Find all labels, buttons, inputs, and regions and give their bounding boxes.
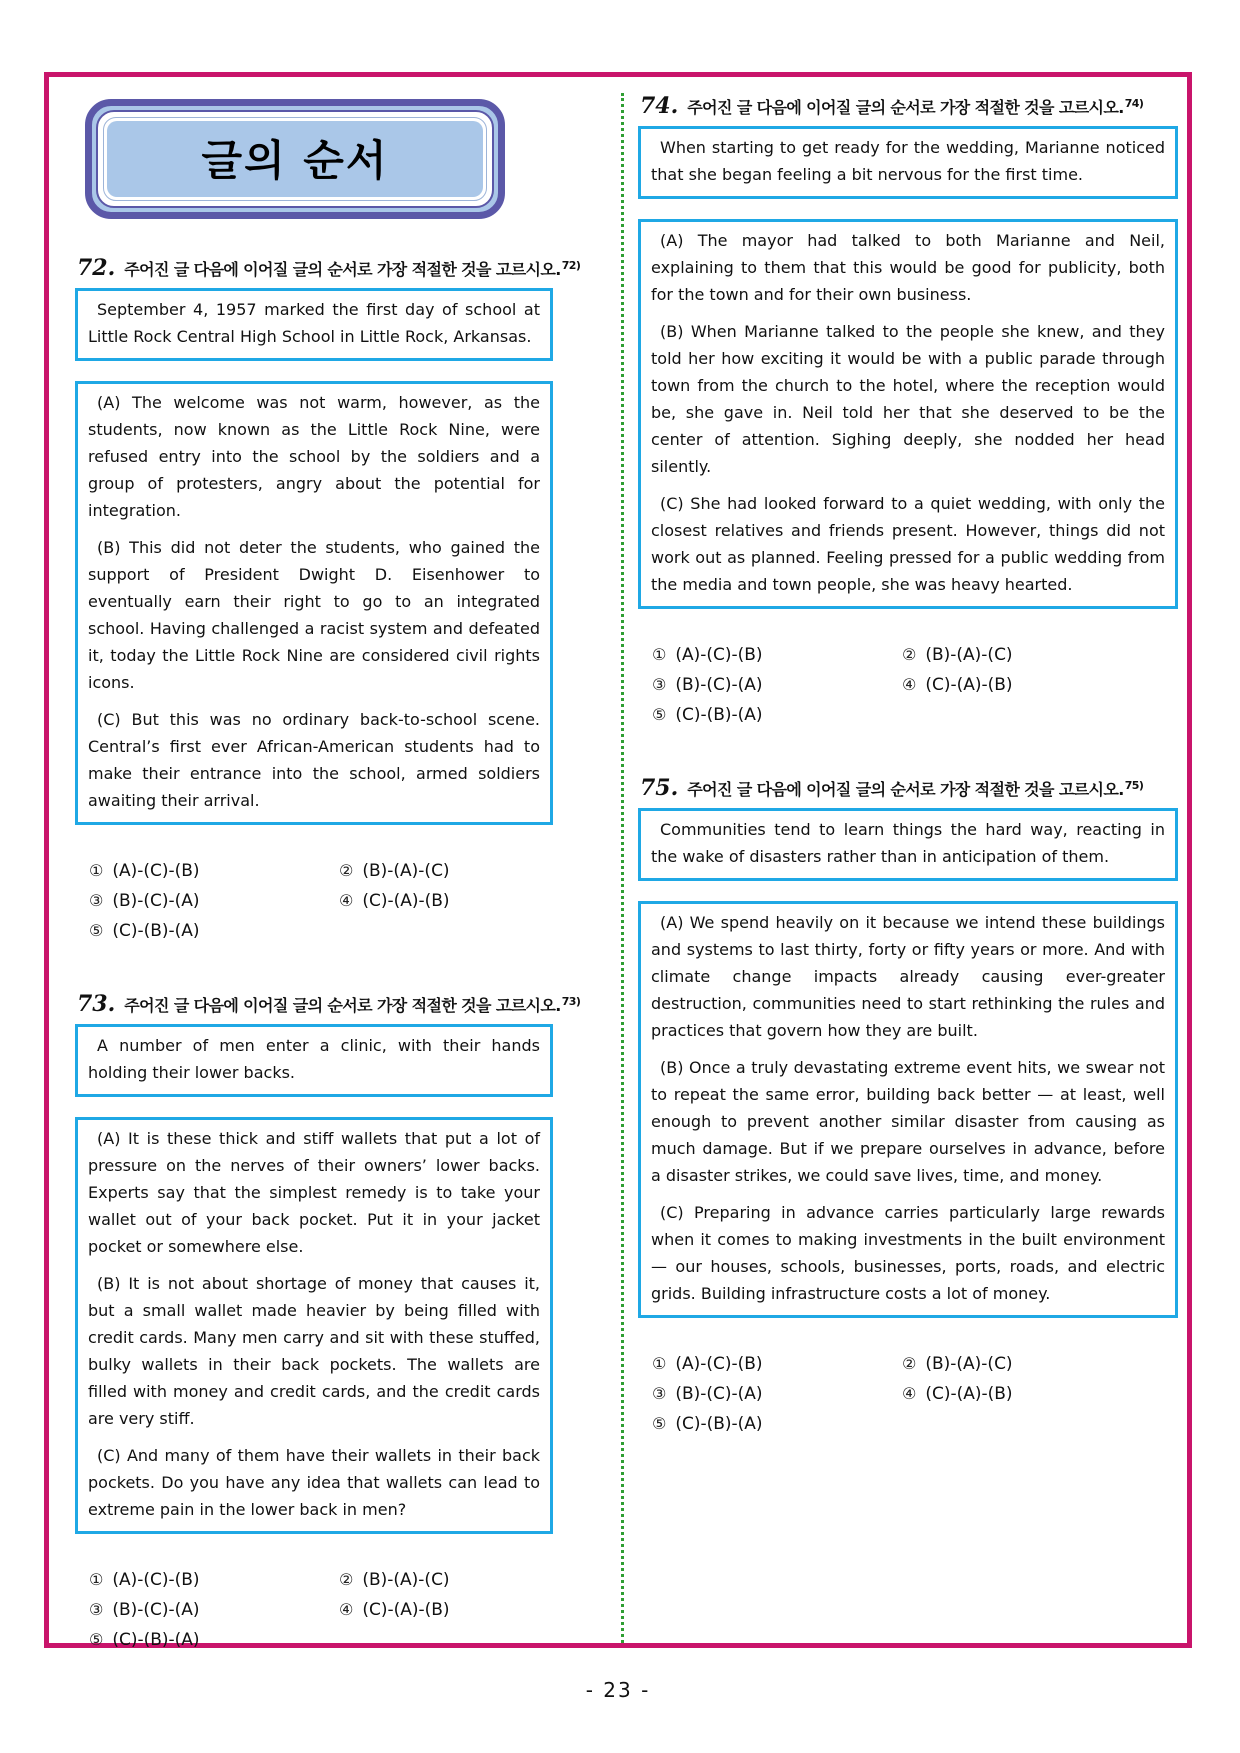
choice-2-number: ② <box>339 1570 354 1589</box>
paragraph-b: (B) This did not deter the students, who gained the support of President Dwight D. Eisenhower to eventually earn their right to go to an integrated school. Having challenged a racist system and defeated it, today the Little Rock Nine are considered civil rights icons. <box>88 538 540 692</box>
given-passage-box <box>75 288 553 361</box>
answer-paragraphs-box <box>638 219 1178 609</box>
choice-5[interactable] <box>89 1626 339 1654</box>
choice-2-text: (B)-(A)-(C) <box>925 1354 1013 1374</box>
footnote-marker: 75) <box>1124 778 1144 792</box>
choice-4[interactable] <box>902 671 1178 699</box>
choices-q75 <box>652 1350 1178 1438</box>
choice-4-text: (C)-(A)-(B) <box>362 1600 450 1620</box>
choice-4-number: ④ <box>339 1600 354 1619</box>
paragraph-c: (C) She had looked forward to a quiet wedding, with only the closest relatives and friends present. However, things did not work out as planned. Feeling pressed for a public wedding from the media and town people, she was heavy hearted. <box>651 494 1165 594</box>
choice-2-number: ② <box>902 645 917 664</box>
given-passage-box <box>638 126 1178 199</box>
choice-3[interactable] <box>89 1596 339 1624</box>
given-passage-text: September 4, 1957 marked the first day of school at Little Rock Central High School in Little Rock, Arkansas. <box>88 300 540 346</box>
choices-q73 <box>89 1566 553 1654</box>
choice-4-text: (C)-(A)-(B) <box>925 675 1013 695</box>
choice-1[interactable] <box>89 1566 339 1594</box>
section-title: 글의 순서 <box>107 121 483 197</box>
choice-4[interactable] <box>339 887 553 915</box>
choice-4-number: ④ <box>902 675 917 694</box>
choices-q74 <box>652 641 1178 729</box>
choice-1-text: (A)-(C)-(B) <box>675 1354 763 1374</box>
choice-5-text: (C)-(B)-(A) <box>112 1630 200 1650</box>
choice-4[interactable] <box>902 1380 1178 1408</box>
choice-3-number: ③ <box>89 1600 104 1619</box>
choice-1-number: ① <box>652 1354 667 1373</box>
choice-1-number: ① <box>89 861 104 880</box>
right-column <box>638 93 1178 1643</box>
given-passage-text: A number of men enter a clinic, with their hands holding their lower backs. <box>88 1036 540 1082</box>
footnote-marker: 72) <box>561 258 581 272</box>
page-frame <box>44 72 1192 1648</box>
choice-1-number: ① <box>89 1570 104 1589</box>
choice-1[interactable] <box>652 641 902 669</box>
footnote-marker: 74) <box>1124 96 1144 110</box>
choice-2[interactable] <box>339 857 553 885</box>
choice-2[interactable] <box>339 1566 553 1594</box>
choice-5[interactable] <box>89 917 339 945</box>
question-74 <box>638 93 1178 729</box>
choice-4-text: (C)-(A)-(B) <box>925 1384 1013 1404</box>
choice-5-text: (C)-(B)-(A) <box>112 921 200 941</box>
paragraph-c: (C) Preparing in advance carries particularly large rewards when it comes to making investments in the built environment — our houses, schools, businesses, ports, roads, and electric grids. Building infrastructure costs a lot of money. <box>651 1203 1165 1303</box>
question-75-header <box>640 775 1178 801</box>
answer-paragraphs-box <box>75 1117 553 1534</box>
question-instruction: 주어진 글 다음에 이어질 글의 순서로 가장 적절한 것을 고르시오.$^{74)}$ <box>687 96 1144 117</box>
choice-3[interactable] <box>652 671 902 699</box>
given-passage-text: When starting to get ready for the wedding, Marianne noticed that she began feeling a bit nervous for the first time. <box>651 138 1165 184</box>
choice-4-number: ④ <box>902 1384 917 1403</box>
question-73-header <box>77 991 581 1017</box>
given-passage-box <box>638 808 1178 881</box>
question-74-header <box>640 93 1178 119</box>
choice-2-number: ② <box>902 1354 917 1373</box>
question-instruction: 주어진 글 다음에 이어질 글의 순서로 가장 적절한 것을 고르시오.$^{73)}$ <box>124 994 581 1015</box>
paragraph-b: (B) Once a truly devastating extreme event hits, we swear not to repeat the same error, building back better — at least, well enough to prevent another similar disaster from causing as much damage. But if we prepare ourselves in advance, before a disaster strikes, we could save lives, time, and money. <box>651 1058 1165 1185</box>
column-divider <box>621 93 624 1643</box>
page-number: - 23 - <box>585 1678 651 1702</box>
paragraph-a: (A) It is these thick and stiff wallets that put a lot of pressure on the nerves of their owners’ lower backs. Experts say that the simplest remedy is to take your wallet out of your back pocket. Put it in your jacket pocket or somewhere else. <box>88 1129 540 1256</box>
choice-4[interactable] <box>339 1596 553 1624</box>
choice-5[interactable] <box>652 1410 902 1438</box>
question-number: 75. <box>640 775 679 801</box>
choice-3-number: ③ <box>652 675 667 694</box>
choice-2-number: ② <box>339 861 354 880</box>
question-number: 73. <box>77 991 116 1017</box>
choice-4-text: (C)-(A)-(B) <box>362 891 450 911</box>
choice-1-text: (A)-(C)-(B) <box>112 861 200 881</box>
choice-1[interactable] <box>89 857 339 885</box>
choice-2-text: (B)-(A)-(C) <box>925 645 1013 665</box>
choice-3[interactable] <box>89 887 339 915</box>
question-number: 72. <box>77 255 116 281</box>
given-passage-text: Communities tend to learn things the hard way, reacting in the wake of disasters rather than in anticipation of them. <box>651 820 1165 866</box>
left-column <box>75 93 581 1650</box>
choice-5-number: ⑤ <box>89 921 104 940</box>
paragraph-b: (B) When Marianne talked to the people she knew, and they told her how exciting it would be with a public parade through town from the church to the hotel, where the reception would be, she gave in. Neil told her that she deserved to be the center of attention. Sighing deeply, she nodded her head silently. <box>651 322 1165 476</box>
given-passage-box <box>75 1024 553 1097</box>
paragraph-a: (A) We spend heavily on it because we intend these buildings and systems to last thirty, forty or fifty years or more. And with climate change impacts already causing ever-greater destruction, communities need to start rethinking the rules and practices that govern how they are built. <box>651 913 1165 1040</box>
choice-2[interactable] <box>902 1350 1178 1378</box>
question-number: 74. <box>640 93 679 119</box>
paragraph-c: (C) And many of them have their wallets in their back pockets. Do you have any idea that wallets can lead to extreme pain in the lower back in men? <box>88 1446 540 1519</box>
paragraph-a: (A) The welcome was not warm, however, as the students, now known as the Little Rock Nine, were refused entry into the school by the soldiers and a group of protesters, angry about the potential for integration. <box>88 393 540 520</box>
choice-3-text: (B)-(C)-(A) <box>675 675 763 695</box>
question-72-header <box>77 255 581 281</box>
question-72 <box>75 255 581 945</box>
choice-4-number: ④ <box>339 891 354 910</box>
choice-3[interactable] <box>652 1380 902 1408</box>
page-columns <box>49 77 1187 1650</box>
choice-5-text: (C)-(B)-(A) <box>675 705 763 725</box>
choice-1[interactable] <box>652 1350 902 1378</box>
choice-3-number: ③ <box>652 1384 667 1403</box>
choice-5-number: ⑤ <box>89 1630 104 1649</box>
footnote-marker: 73) <box>561 994 581 1008</box>
choice-5-number: ⑤ <box>652 1414 667 1433</box>
choice-1-text: (A)-(C)-(B) <box>675 645 763 665</box>
section-title-box <box>85 99 505 219</box>
paragraph-c: (C) But this was no ordinary back-to-school scene. Central’s first ever African-American students had to make their entrance into the school, armed soldiers awaiting their arrival. <box>88 710 540 810</box>
choice-2-text: (B)-(A)-(C) <box>362 1570 450 1590</box>
choice-2-text: (B)-(A)-(C) <box>362 861 450 881</box>
question-instruction: 주어진 글 다음에 이어질 글의 순서로 가장 적절한 것을 고르시오.$^{72)}$ <box>124 258 581 279</box>
choice-3-text: (B)-(C)-(A) <box>112 1600 200 1620</box>
question-73 <box>75 991 581 1654</box>
question-75 <box>638 775 1178 1438</box>
question-instruction: 주어진 글 다음에 이어질 글의 순서로 가장 적절한 것을 고르시오.$^{75)}$ <box>687 778 1144 799</box>
choices-q72 <box>89 857 553 945</box>
choice-3-number: ③ <box>89 891 104 910</box>
choice-3-text: (B)-(C)-(A) <box>112 891 200 911</box>
paragraph-a: (A) The mayor had talked to both Marianne and Neil, explaining to them that this would be good for publicity, both for the town and for their own business. <box>651 231 1165 304</box>
paragraph-b: (B) It is not about shortage of money that causes it, but a small wallet made heavier by being filled with credit cards. Many men carry and sit with these stuffed, bulky wallets in their back pockets. The wallets are filled with money and credit cards, and the credit cards are very stiff. <box>88 1274 540 1428</box>
choice-5-number: ⑤ <box>652 705 667 724</box>
choice-2[interactable] <box>902 641 1178 669</box>
answer-paragraphs-box <box>75 381 553 825</box>
choice-5[interactable] <box>652 701 902 729</box>
choice-1-text: (A)-(C)-(B) <box>112 1570 200 1590</box>
choice-5-text: (C)-(B)-(A) <box>675 1414 763 1434</box>
choice-3-text: (B)-(C)-(A) <box>675 1384 763 1404</box>
answer-paragraphs-box <box>638 901 1178 1318</box>
choice-1-number: ① <box>652 645 667 664</box>
